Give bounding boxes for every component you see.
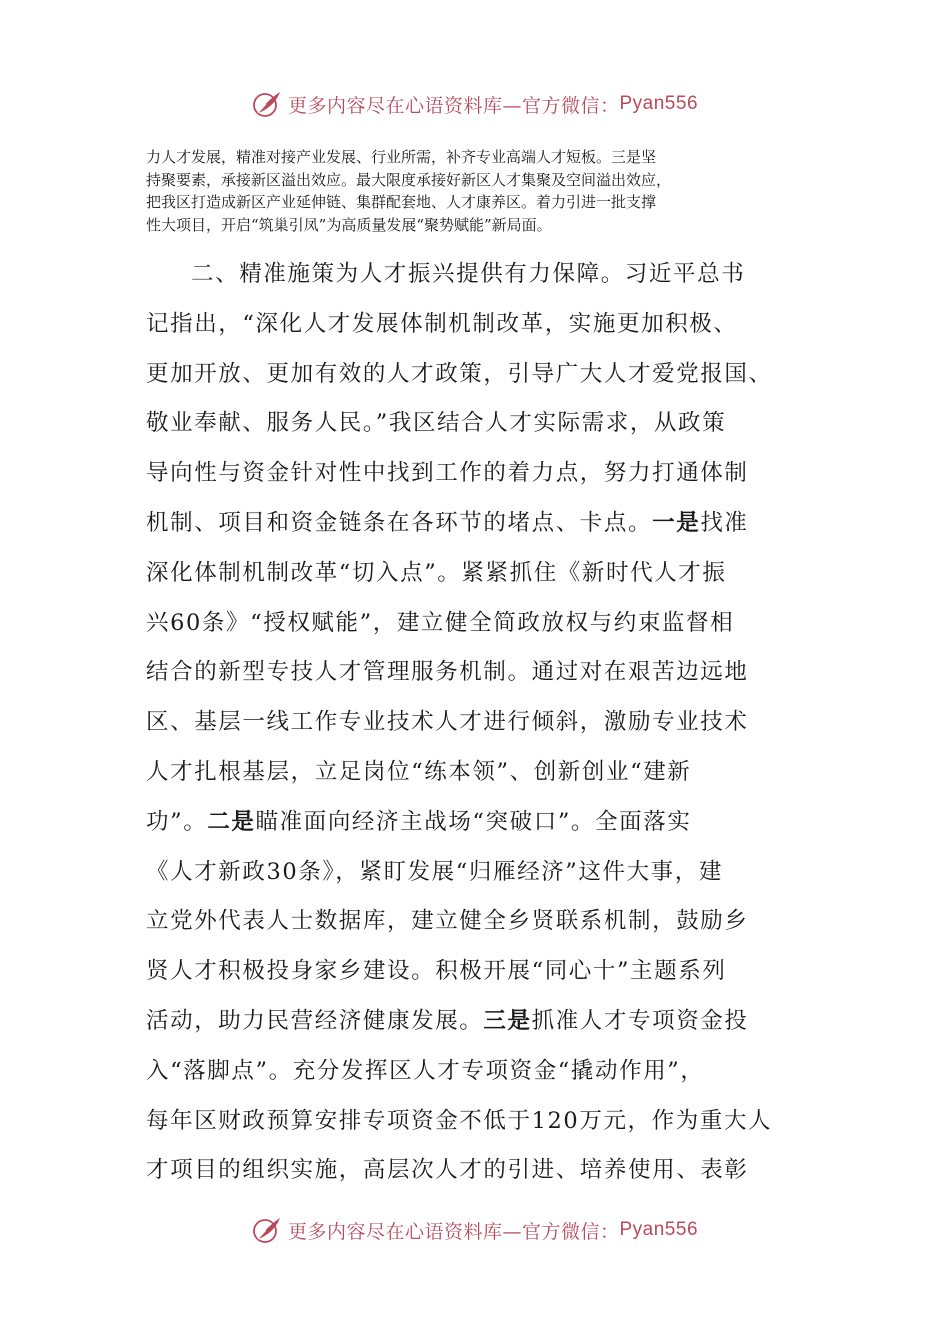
- text-line: 力人才发展，精准对接产业发展、行业所需，补齐专业高端人才短板。三是坚: [146, 148, 657, 166]
- text-segment: 抓准人才专项资金投: [531, 1007, 749, 1034]
- text-line: [146, 798, 816, 848]
- text-segment: 机制、项目和资金链条在各环节的堵点、卡点。: [146, 509, 653, 536]
- text-line: 记指出，“深化人才发展体制机制改革，实施更加积极、: [146, 310, 738, 337]
- bold-marker: 一是: [652, 509, 701, 536]
- text-line: 区、基层一线工作专业技术人才进行倾斜，激励专业技术: [146, 709, 749, 736]
- quill-pen-logo-icon: [252, 89, 282, 119]
- text-line: 才项目的组织实施，高层次人才的引进、培养使用、表彰: [146, 1157, 749, 1184]
- text-line: 《人才新政30条》，紧盯发展“归雁经济”这件大事，建: [146, 858, 723, 885]
- text-segment: 瞄准面向经济主战场“突破口”。全面落实: [255, 808, 692, 835]
- text-line: [146, 499, 816, 549]
- text-segment: 功”。: [146, 808, 208, 835]
- text-line: 持聚要素，承接新区溢出效应。最大限度承接好新区人才集聚及空间溢出效应，: [146, 170, 672, 189]
- text-line: 性大项目，开启“筑巢引凤”为高质量发展“聚势赋能”新局面。: [146, 215, 552, 234]
- header-banner: [0, 84, 950, 124]
- text-line: 人才扎根基层，立足岗位“练本领”、创新创业“建新: [146, 758, 692, 785]
- text-line: 入“落脚点”。充分发挥区人才专项资金“撬动作用”，: [146, 1057, 705, 1084]
- banner-account: Pyan556: [619, 1219, 699, 1240]
- banner-account: Pyan556: [619, 93, 699, 114]
- text-line: 二、精准施策为人才振兴提供有力保障。习近平总书: [191, 261, 746, 287]
- text-line: 把我区打造成新区产业延伸链、集群配套地、人才康养区。着力引进一批支撑: [146, 193, 657, 211]
- text-line: 贤人才积极投身家乡建设。积极开展“同心十”主题系列: [146, 958, 727, 985]
- bold-marker: 三是: [483, 1007, 532, 1034]
- text-line: 立党外代表人士数据库，建立健全乡贤联系机制，鼓励乡: [146, 908, 749, 935]
- bold-marker: 二是: [207, 808, 256, 835]
- section-two-paragraph: [146, 250, 816, 1196]
- text-segment: 找准: [700, 509, 749, 536]
- text-line: 每年区财政预算安排专项资金不低于120万元，作为重大人: [146, 1107, 773, 1134]
- text-line: [146, 997, 816, 1047]
- text-line: 兴60条》“授权赋能”，建立健全简政放权与约束监督相: [146, 609, 735, 636]
- carryover-paragraph: [146, 146, 816, 236]
- text-line: 导向性与资金针对性中找到工作的着力点，努力打通体制: [146, 460, 749, 487]
- text-line: 更加开放、更加有效的人才政策，引导广大人才爱党报国、: [146, 360, 773, 387]
- footer-banner: [0, 1210, 950, 1250]
- banner-text: 更多内容尽在心语资料库—官方微信：: [287, 1220, 620, 1243]
- text-line: 深化体制机制改革“切入点”。紧紧抓住《新时代人才振: [146, 559, 727, 586]
- banner-text: 更多内容尽在心语资料库—官方微信：: [287, 94, 620, 117]
- text-line: 结合的新型专技人才管理服务机制。通过对在艰苦边远地: [146, 659, 749, 686]
- text-line: 敬业奉献、服务人民。”我区结合人才实际需求，从政策: [146, 410, 727, 437]
- quill-pen-logo-icon: [252, 1215, 282, 1245]
- text-segment: 活动，助力民营经济健康发展。: [146, 1007, 484, 1034]
